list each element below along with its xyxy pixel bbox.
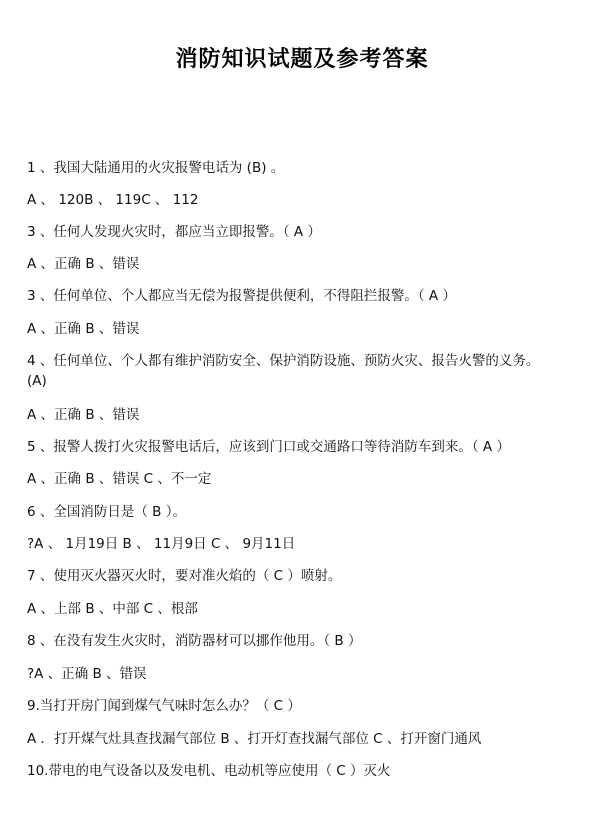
question-9-options: A ．打开煤气灶具查找漏气部位 B 、打开灯查找漏气部位 C 、打开窗门通风 bbox=[27, 731, 482, 747]
question-3a-options: A 、正确 B 、错误 bbox=[27, 256, 140, 272]
question-4: 4 、任何单位、个人都有维护消防安全、保护消防设施、预防火灾、报告火警的义务。 (A) bbox=[27, 353, 540, 389]
question-8-options: ?A 、正确 B 、错误 bbox=[27, 666, 147, 682]
document-title: 消防知识试题及参考答案 bbox=[175, 46, 429, 72]
question-10: 10.带电的电气设备以及发电机、电动机等应使用（ C ）灭火 bbox=[27, 763, 391, 779]
question-3b: 3 、任何单位、个人都应当无偿为报警提供便利，不得阻拦报警。（ A ） bbox=[27, 288, 456, 304]
question-3b-options: A 、正确 B 、错误 bbox=[27, 321, 140, 337]
question-4-options: A 、正确 B 、错误 bbox=[27, 407, 140, 423]
question-5: 5 、报警人拨打火灾报警电话后，应该到门口或交通路口等待消防车到来。（ A ） bbox=[27, 439, 510, 455]
question-7-options: A 、上部 B 、中部 C 、根部 bbox=[27, 601, 198, 617]
question-5-options: A 、正确 B 、错误 C 、不一定 bbox=[27, 471, 212, 487]
question-6: 6 、全国消防日是（ B ）。 bbox=[27, 504, 186, 520]
question-7: 7 、使用灭火器灭火时，要对准火焰的（ C ）喷射。 bbox=[27, 568, 342, 584]
question-1-options: A 、 120B 、 119C 、 112 bbox=[27, 192, 199, 208]
question-9: 9.当打开房门闻到煤气气味时怎么办？（ C ） bbox=[27, 698, 301, 714]
question-8: 8 、在没有发生火灾时，消防器材可以挪作他用。（ B ） bbox=[27, 633, 362, 649]
question-3a: 3 、任何人发现火灾时，都应当立即报警。（ A ） bbox=[27, 224, 321, 240]
question-1: 1 、我国大陆通用的火灾报警电话为 (B) 。 bbox=[27, 160, 285, 176]
question-6-options: ?A 、 1月19日 B 、 11月9日 C 、 9月11日 bbox=[27, 536, 296, 552]
